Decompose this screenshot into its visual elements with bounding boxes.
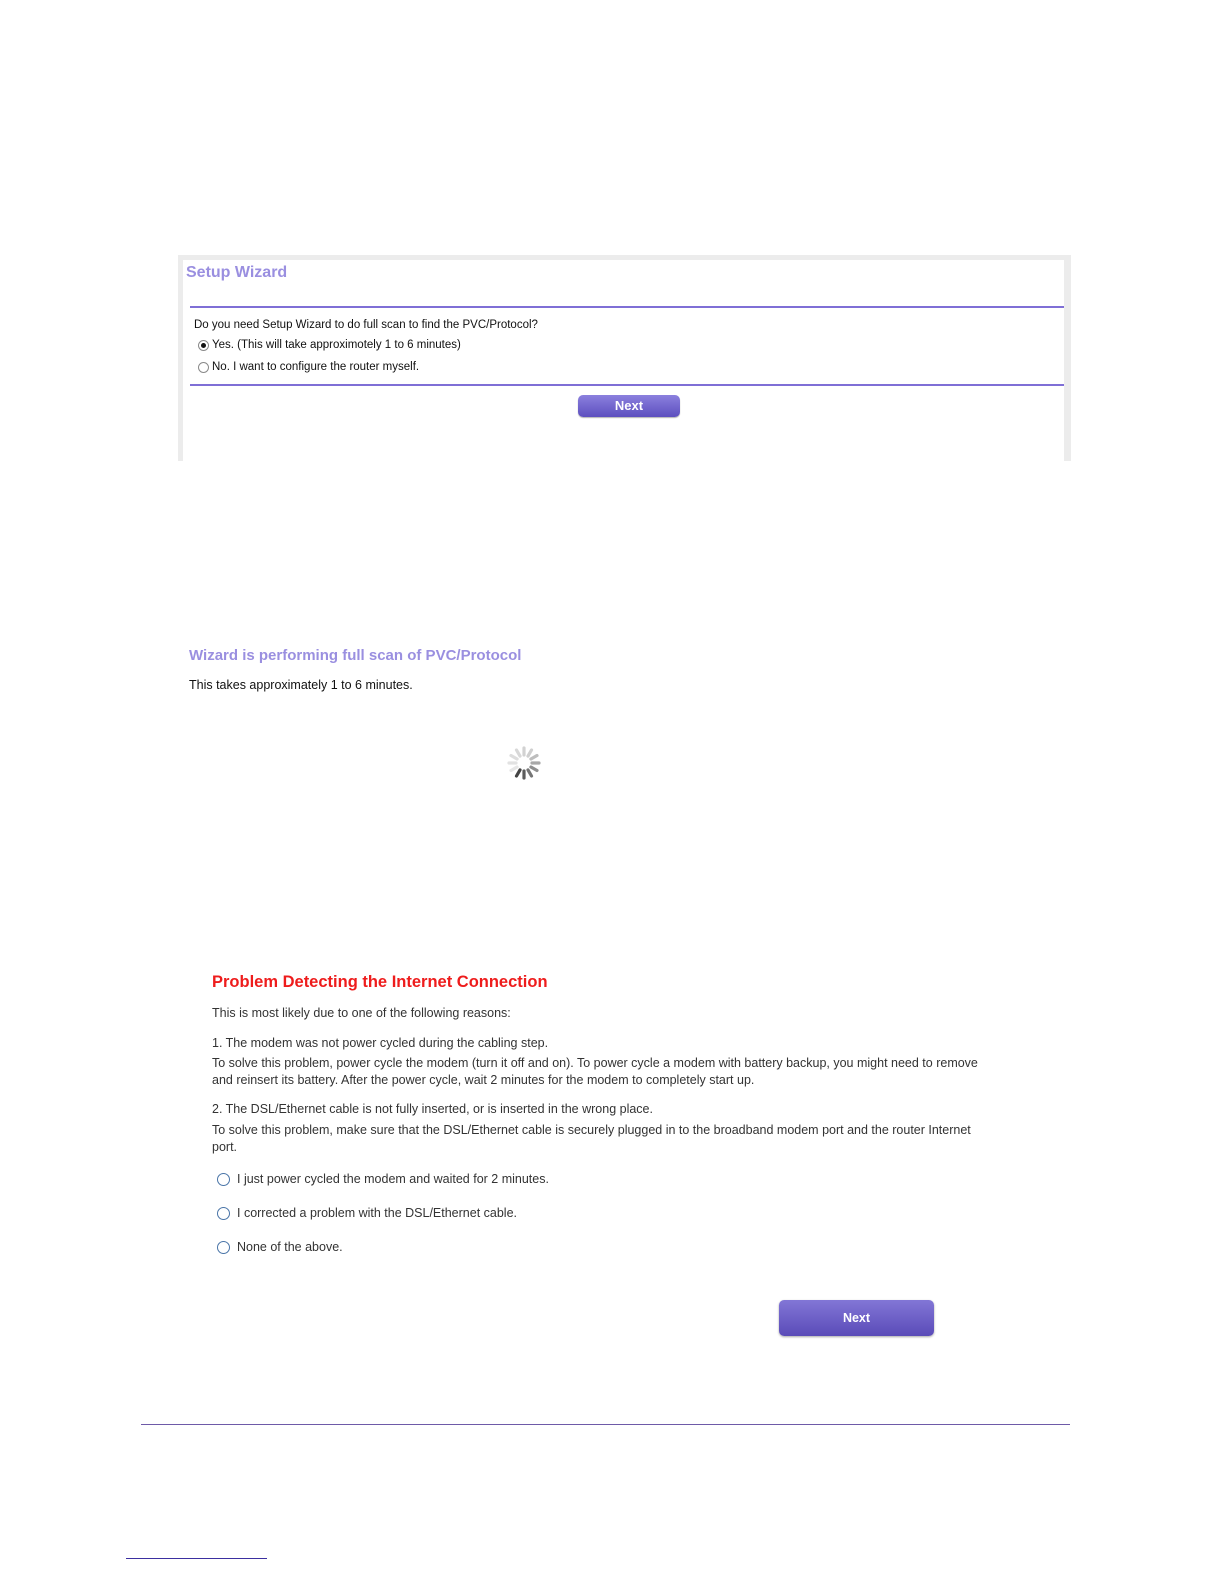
- reason-1-text-line-2: and reinsert its battery. After the power cycle, wait 2 minutes for the modem to completely start up.: [212, 1073, 755, 1087]
- none-of-above-radio[interactable]: [217, 1241, 230, 1254]
- reason-2-heading: 2. The DSL/Ethernet cable is not fully inserted, or is inserted in the wrong place.: [212, 1102, 653, 1116]
- cable-corrected-option[interactable]: [217, 1206, 517, 1220]
- scan-no-option[interactable]: [198, 361, 419, 373]
- problem-intro: This is most likely due to one of the following reasons:: [212, 1006, 511, 1020]
- none-of-above-option[interactable]: [217, 1240, 343, 1254]
- cable-corrected-label: I corrected a problem with the DSL/Ethernet cable.: [237, 1206, 518, 1220]
- footer-link-underline: [126, 1558, 267, 1559]
- power-cycled-option[interactable]: [217, 1172, 549, 1186]
- reason-1-text-line-1: To solve this problem, power cycle the modem (turn it off and on). To power cycle a modem with battery backup, you might need to remove: [212, 1056, 978, 1070]
- cable-corrected-radio[interactable]: [217, 1207, 230, 1220]
- power-cycled-label: I just power cycled the modem and waited for 2 minutes.: [237, 1172, 549, 1186]
- scan-yes-radio[interactable]: [198, 340, 209, 351]
- setup-wizard-content: [183, 260, 1064, 461]
- scan-yes-label: Yes. (This will take approximotely 1 to 6 minutes): [212, 339, 461, 351]
- problem-title: Problem Detecting the Internet Connection: [212, 973, 548, 991]
- reason-2-text-line-2: port.: [212, 1140, 238, 1154]
- power-cycled-radio[interactable]: [217, 1173, 230, 1186]
- reason-2-text-line-1: To solve this problem, make sure that the DSL/Ethernet cable is securely plugged in to the broadband modem port and the router Internet: [212, 1123, 971, 1137]
- loading-spinner-icon: [505, 744, 543, 782]
- setup-wizard-question: Do you need Setup Wizard to do full scan to find the PVC/Protocol?: [194, 319, 538, 331]
- scan-subtitle: This takes approximately 1 to 6 minutes.: [189, 678, 413, 692]
- setup-wizard-title: Setup Wizard: [186, 264, 288, 281]
- setup-wizard-next-button[interactable]: Next: [578, 395, 680, 417]
- footer-divider: [141, 1424, 1070, 1425]
- scan-title: Wizard is performing full scan of PVC/Protocol: [189, 647, 522, 664]
- none-of-above-label: None of the above.: [237, 1240, 343, 1254]
- problem-next-button[interactable]: Next: [779, 1300, 934, 1336]
- scan-yes-option[interactable]: [198, 339, 461, 351]
- scan-no-radio[interactable]: [198, 362, 209, 373]
- setup-wizard-bottom-divider: [190, 384, 1064, 386]
- scan-no-label: No. I want to configure the router myself.: [212, 361, 420, 373]
- setup-wizard-panel: [178, 255, 1071, 461]
- setup-wizard-top-divider: [190, 306, 1064, 308]
- reason-1-heading: 1. The modem was not power cycled during the cabling step.: [212, 1036, 549, 1050]
